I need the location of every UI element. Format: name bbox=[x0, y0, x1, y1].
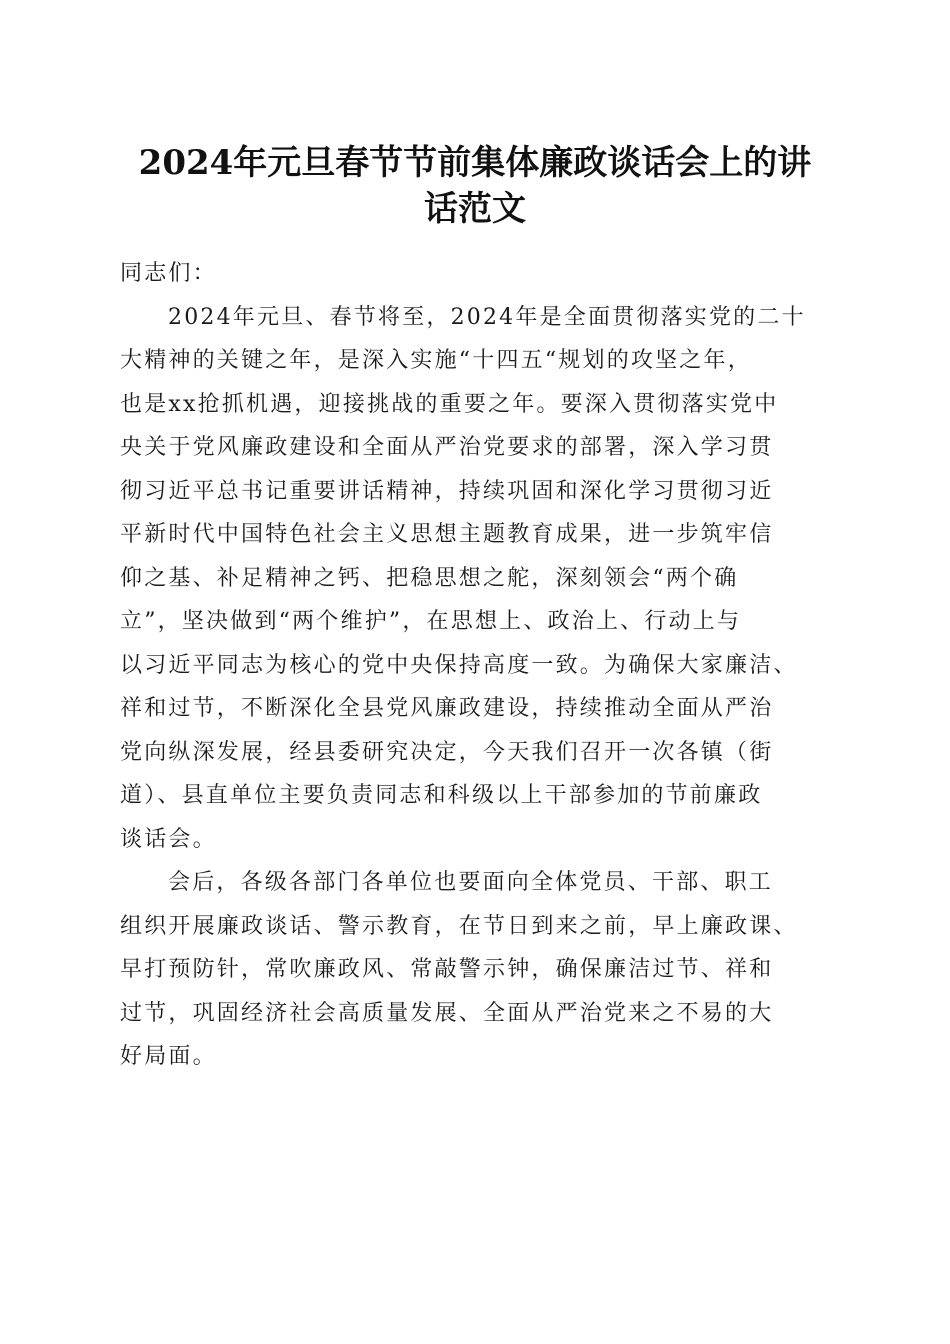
paragraph-1 bbox=[120, 296, 835, 862]
salutation-text: 同志们： bbox=[120, 261, 217, 286]
paragraph-1-line: 大精神的关键之年，是深入实施“十四五“规划的攻坚之年， bbox=[120, 348, 752, 373]
paragraph-2-line: 过节，巩固经济社会高质量发展、全面从严治党来之不易的大 bbox=[120, 1000, 774, 1026]
document-body bbox=[120, 252, 835, 1079]
paragraph-2-line: 组织开展廉政谈话、警示教育，在节日到来之前，早上廉政课、 bbox=[120, 913, 798, 939]
paragraph-1-line: 央关于党风廉政建设和全面从严治党要求的部署，深入学习贯 bbox=[120, 435, 774, 460]
paragraph-2-line: 会后，各级各部门各单位也要面向全体党员、干部、职工 bbox=[168, 870, 774, 895]
paragraph-1-line: 彻习近平总书记重要讲话精神，持续巩固和深化学习贯彻习近 bbox=[120, 478, 774, 504]
paragraph-2-line: 好局面。 bbox=[120, 1044, 217, 1069]
paragraph-1-line: 道）、县直单位主要负责同志和科级以上干部参加的节前廉政 bbox=[120, 783, 763, 808]
document-title bbox=[100, 140, 850, 232]
paragraph-1-line: 2024年元旦、春节将至，2024年是全面贯彻落实党的二十 bbox=[168, 304, 806, 330]
paragraph-1-line: 祥和过节，不断深化全县党风廉政建设，持续推动全面从严治 bbox=[120, 696, 774, 721]
paragraph-1-line: 党向纵深发展，经县委研究决定，今天我们召开一次各镇（街 bbox=[120, 739, 774, 765]
title-line-2: 话范文 bbox=[424, 189, 526, 229]
paragraph-1-line: 谈话会。 bbox=[120, 826, 217, 852]
paragraph-1-line: 也是xx抢抓机遇，迎接挑战的重要之年。要深入贯彻落实党中 bbox=[120, 391, 779, 417]
paragraph-1-line: 以习近平同志为核心的党中央保持高度一致。为确保大家廉洁、 bbox=[120, 652, 798, 678]
paragraph-2 bbox=[120, 861, 835, 1079]
paragraph-1-line: 立”，坚决做到“两个维护”，在思想上、政治上、行动上与 bbox=[120, 609, 742, 634]
paragraph-1-line: 平新时代中国特色社会主义思想主题教育成果，进一步筑牢信 bbox=[120, 522, 774, 547]
paragraph-1-line: 仰之基、补足精神之钙、把稳思想之舵，深刻领会“两个确 bbox=[120, 565, 739, 591]
paragraph-2-line: 早打预防针，常吹廉政风、常敲警示钟，确保廉洁过节、祥和 bbox=[120, 957, 774, 982]
salutation bbox=[120, 252, 835, 296]
title-line-1: 2024年元旦春节节前集体廉政谈话会上的讲 bbox=[138, 143, 812, 183]
